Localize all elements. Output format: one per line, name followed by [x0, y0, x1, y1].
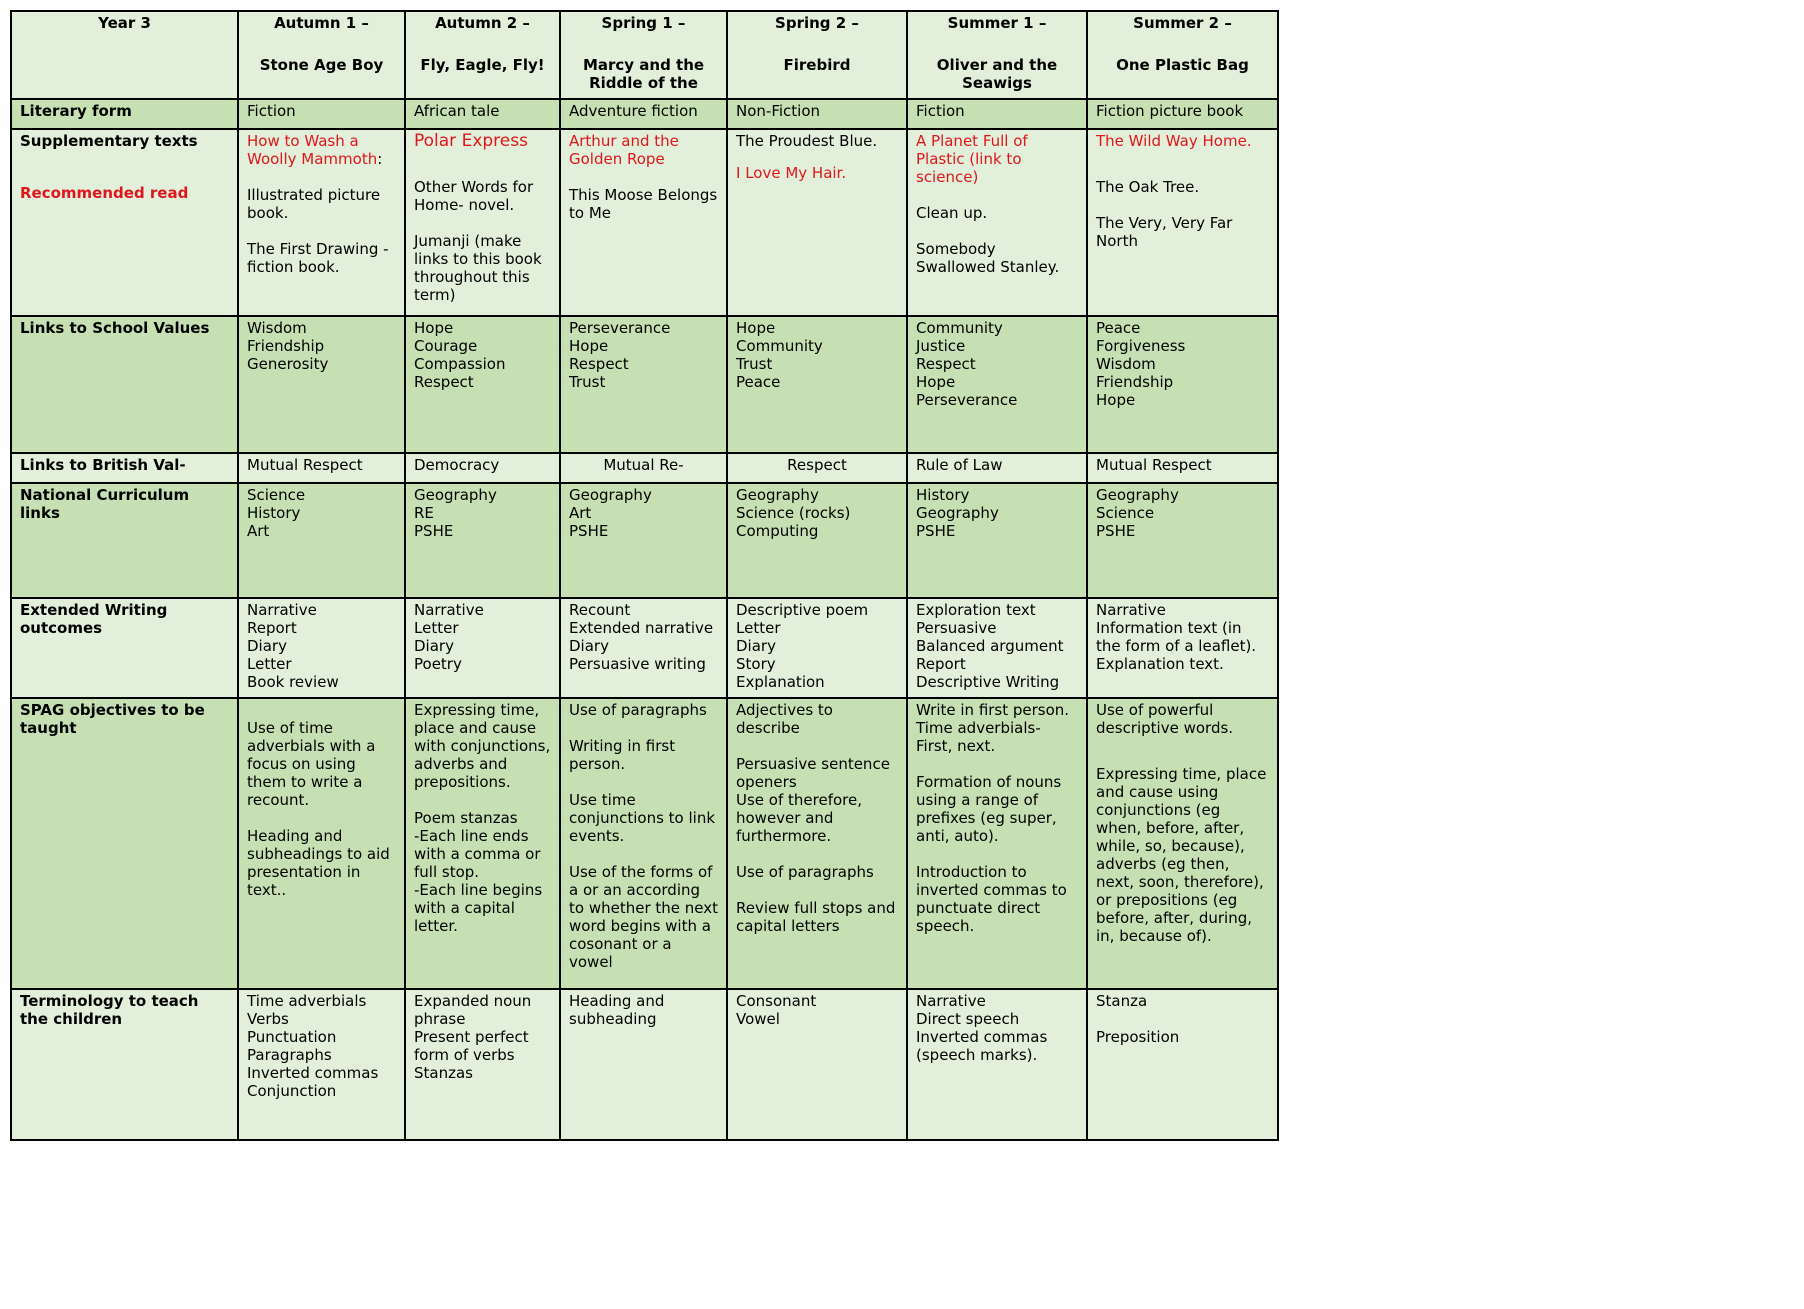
list-item: Balanced argument [916, 637, 1064, 656]
term-name: Autumn 1 – [274, 14, 369, 32]
spag-item: -Each line begins with a capital letter. [414, 881, 543, 936]
book-title: Jumanji (make links to this book throughout this term) [414, 232, 542, 305]
list-item: Time adverbials [247, 992, 367, 1011]
book-title: Clean up. [916, 204, 988, 223]
list-item: Expanded noun phrase [414, 992, 532, 1029]
cell [727, 129, 907, 316]
cell [907, 598, 1087, 698]
list-item: Diary [414, 637, 454, 656]
spag-item: Use of time adverbials with a focus on using them to write a recount. [247, 719, 376, 810]
cell [560, 316, 727, 452]
book-title: The Oak Tree. [1096, 178, 1200, 197]
list-item: Direct speech [916, 1010, 1020, 1029]
cell [727, 989, 907, 1140]
book-title: The Proudest Blue. [736, 132, 878, 151]
cell [727, 598, 907, 698]
cell: Mutual Respect [1087, 453, 1278, 483]
list-item: Stanza [1096, 992, 1148, 1011]
book-title: Somebody Swallowed Stanley. [916, 240, 1060, 277]
list-item: Present perfect form of verbs [414, 1028, 529, 1065]
book-title: How to Wash a Woolly Mammoth [247, 132, 378, 169]
spag-item: Persuasive sentence openers [736, 755, 890, 792]
list-item: Compassion [414, 355, 506, 374]
cell [238, 129, 405, 316]
spag-item: Review full stops and capital letters [736, 899, 896, 936]
list-item: Vowel [736, 1010, 780, 1029]
cell [405, 598, 560, 698]
spag-item: Adjectives to describe [736, 701, 833, 738]
list-item: Geography [736, 485, 819, 504]
list-item: Hope [916, 373, 956, 392]
list-item: PSHE [916, 521, 956, 540]
list-item: Descriptive poem [736, 601, 869, 620]
list-item: Extended narrative [569, 619, 714, 638]
list-item: Science (rocks) [736, 503, 851, 522]
spag-item: Expressing time, place and cause with conjunctions, adverbs and prepositions. [414, 701, 551, 792]
book-title: Other Words for Home- novel. [414, 178, 534, 215]
list-item: Report [247, 619, 297, 638]
list-item: Recount [569, 601, 631, 620]
list-item: Explanation [736, 673, 825, 692]
list-item: Science [247, 485, 306, 504]
spag-item: Expressing time, place and cause using conjunctions (eg when, before, after, while, so, because), adverbs (eg then, next, soon, therefore), or prepositions (eg before, after, during, in, because of). [1096, 765, 1267, 946]
cell [1087, 698, 1278, 989]
row-national-curriculum [11, 483, 1278, 598]
row-literary-form [11, 99, 1278, 129]
year-title: Year 3 [11, 11, 238, 99]
cell [560, 483, 727, 598]
list-item: Hope [736, 319, 776, 338]
list-item: Poetry [414, 655, 462, 674]
list-item: Geography [1096, 485, 1179, 504]
list-item: Hope [569, 337, 609, 356]
list-item: Geography [916, 503, 999, 522]
spag-item: Heading and subheadings to aid presentation in text.. [247, 827, 390, 900]
list-item: Art [247, 521, 270, 540]
spag-item: Use time conjunctions to link events. [569, 791, 716, 846]
cell [238, 316, 405, 452]
spag-item: Use of paragraphs [569, 701, 707, 720]
cell [238, 989, 405, 1140]
recommended-read-label: Recommended read [20, 184, 189, 203]
punctuation: : [377, 150, 383, 169]
cell [1087, 598, 1278, 698]
list-item: Preposition [1096, 1028, 1180, 1047]
list-item: Story [736, 655, 776, 674]
cell: African tale [405, 99, 560, 129]
list-item: Perseverance [916, 391, 1018, 410]
spag-item: Introduction to inverted commas to punctuate direct speech. [916, 863, 1067, 936]
list-item: Forgiveness [1096, 337, 1186, 356]
list-item: Peace [736, 373, 781, 392]
term-title: One Plastic Bag [1116, 56, 1249, 74]
list-item: Respect [569, 355, 629, 374]
book-title: A Planet Full of Plastic (link to science) [916, 132, 1028, 187]
cell: Rule of Law [907, 453, 1087, 483]
cell [1087, 129, 1278, 316]
spag-item: Poem stanzas [414, 809, 518, 828]
spag-item: Writing in first person. [569, 737, 676, 774]
list-item: Friendship [1096, 373, 1174, 392]
list-item: Narrative [247, 601, 317, 620]
cell [907, 129, 1087, 316]
list-item: Letter [736, 619, 781, 638]
cell: Respect [727, 453, 907, 483]
list-item: Narrative [414, 601, 484, 620]
cell [405, 698, 560, 989]
list-item: History [916, 485, 970, 504]
book-title: I Love My Hair. [736, 164, 847, 183]
cell [907, 698, 1087, 989]
curriculum-table [10, 10, 1279, 1141]
list-item: Computing [736, 521, 819, 540]
list-item: Geography [414, 485, 497, 504]
list-item: Science [1096, 503, 1155, 522]
cell: Mutual Respect [238, 453, 405, 483]
list-item: Justice [916, 337, 966, 356]
spag-item: Use of powerful descriptive words. [1096, 701, 1234, 738]
list-item: Explanation text. [1096, 655, 1224, 674]
row-label: SPAG objectives to be taught [11, 698, 238, 989]
cell [405, 129, 560, 316]
spag-item: -Each line ends with a comma or full stop. [414, 827, 541, 882]
list-item: Peace [1096, 319, 1141, 338]
spag-item: Use of paragraphs [736, 863, 874, 882]
cell [405, 483, 560, 598]
row-label: Literary form [11, 99, 238, 129]
cell [560, 129, 727, 316]
term-title: Marcy and the Riddle of the [582, 56, 705, 92]
list-item: PSHE [569, 521, 609, 540]
cell [727, 316, 907, 452]
list-item: Perseverance [569, 319, 671, 338]
list-item: Hope [414, 319, 454, 338]
book-title: The Very, Very Far North [1096, 214, 1233, 251]
list-item: Persuasive [916, 619, 997, 638]
list-item: Trust [569, 373, 606, 392]
list-item: Heading and subheading [569, 992, 665, 1029]
list-item: Information text (in the form of a leaflet). [1096, 619, 1257, 656]
spag-item: Write in first person. [916, 701, 1070, 720]
cell [560, 598, 727, 698]
row-label: Extended Writing outcomes [11, 598, 238, 698]
spag-item: Time adverbials- First, next. [916, 719, 1041, 756]
book-title: This Moose Belongs to Me [569, 186, 718, 223]
row-school-values [11, 316, 1278, 452]
spag-item: Formation of nouns using a range of prefixes (eg super, anti, auto). [916, 773, 1062, 846]
cell: Fiction [907, 99, 1087, 129]
book-title: Illustrated picture book. [247, 186, 381, 223]
term-name: Spring 2 – [775, 14, 859, 32]
list-item: Wisdom [1096, 355, 1156, 374]
cell [238, 483, 405, 598]
spag-item: Use of therefore, however and furthermore. [736, 791, 862, 846]
list-item: History [247, 503, 301, 522]
term-title: Oliver and the Seawigs [936, 56, 1058, 92]
list-item: Trust [736, 355, 773, 374]
list-item: Art [569, 503, 592, 522]
list-item: Community [916, 319, 1003, 338]
list-item: Diary [569, 637, 609, 656]
list-item: Geography [569, 485, 652, 504]
book-title: Polar Express [414, 131, 528, 152]
spag-item: Use of the forms of a or an according to whether the next word begins with a cosonant or a vowel [569, 863, 718, 972]
term-header-summer2 [1087, 11, 1278, 99]
term-header-summer1 [907, 11, 1087, 99]
list-item: Inverted commas [247, 1064, 379, 1083]
cell: Fiction [238, 99, 405, 129]
cell [907, 316, 1087, 452]
list-item: Narrative [916, 992, 986, 1011]
list-item: Community [736, 337, 823, 356]
row-label: Links to British Val- [11, 453, 238, 483]
list-item: Report [916, 655, 966, 674]
row-label: Links to School Values [11, 316, 238, 452]
book-title: Arthur and the Golden Rope [569, 132, 679, 169]
list-item: Wisdom [247, 319, 307, 338]
cell: Democracy [405, 453, 560, 483]
row-label-cell [11, 129, 238, 316]
cell [907, 483, 1087, 598]
list-item: Persuasive writing [569, 655, 706, 674]
row-label: Terminology to teach the children [11, 989, 238, 1140]
list-item: Diary [736, 637, 776, 656]
book-title: The Wild Way Home. [1096, 132, 1252, 151]
term-name: Summer 2 – [1133, 14, 1232, 32]
list-item: Generosity [247, 355, 329, 374]
cell: Mutual Re- [560, 453, 727, 483]
list-item: Book review [247, 673, 339, 692]
list-item: Friendship [247, 337, 325, 356]
list-item: PSHE [414, 521, 454, 540]
list-item: Respect [916, 355, 976, 374]
list-item: Respect [414, 373, 474, 392]
list-item: Descriptive Writing [916, 673, 1060, 692]
row-terminology [11, 989, 1278, 1140]
cell: Fiction picture book [1087, 99, 1278, 129]
term-title: Firebird [783, 56, 851, 74]
list-item: Letter [247, 655, 292, 674]
cell [727, 698, 907, 989]
cell [238, 698, 405, 989]
list-item: Inverted commas (speech marks). [916, 1028, 1048, 1065]
term-header-autumn2 [405, 11, 560, 99]
list-item: Paragraphs [247, 1046, 332, 1065]
list-item: RE [414, 503, 434, 522]
list-item: Consonant [736, 992, 817, 1011]
cell [907, 989, 1087, 1140]
cell [238, 598, 405, 698]
term-name: Summer 1 – [947, 14, 1047, 32]
book-title: The First Drawing - fiction book. [247, 240, 389, 277]
cell [1087, 989, 1278, 1140]
list-item: Hope [1096, 391, 1136, 410]
cell [405, 989, 560, 1140]
row-british-values [11, 453, 1278, 483]
term-title: Stone Age Boy [259, 56, 384, 74]
term-header-autumn1 [238, 11, 405, 99]
list-item: Exploration text [916, 601, 1036, 620]
row-spag-objectives [11, 698, 1278, 989]
row-extended-writing [11, 598, 1278, 698]
row-supplementary-texts [11, 129, 1278, 316]
list-item: Diary [247, 637, 287, 656]
cell [727, 483, 907, 598]
cell [405, 316, 560, 452]
cell: Adventure fiction [560, 99, 727, 129]
list-item: Verbs [247, 1010, 289, 1029]
list-item: Stanzas [414, 1064, 473, 1083]
list-item: PSHE [1096, 521, 1136, 540]
row-label: National Curriculum links [11, 483, 238, 598]
cell: Non-Fiction [727, 99, 907, 129]
list-item: Punctuation [247, 1028, 337, 1047]
list-item: Narrative [1096, 601, 1166, 620]
cell [1087, 483, 1278, 598]
term-header-spring1 [560, 11, 727, 99]
list-item: Courage [414, 337, 478, 356]
list-item: Conjunction [247, 1082, 337, 1101]
header-row [11, 11, 1278, 99]
list-item: Letter [414, 619, 459, 638]
term-title: Fly, Eagle, Fly! [420, 56, 545, 74]
cell [560, 989, 727, 1140]
cell [560, 698, 727, 989]
cell [1087, 316, 1278, 452]
term-header-spring2 [727, 11, 907, 99]
term-name: Autumn 2 – [435, 14, 530, 32]
row-label: Supplementary texts [20, 132, 198, 151]
term-name: Spring 1 – [601, 14, 686, 32]
